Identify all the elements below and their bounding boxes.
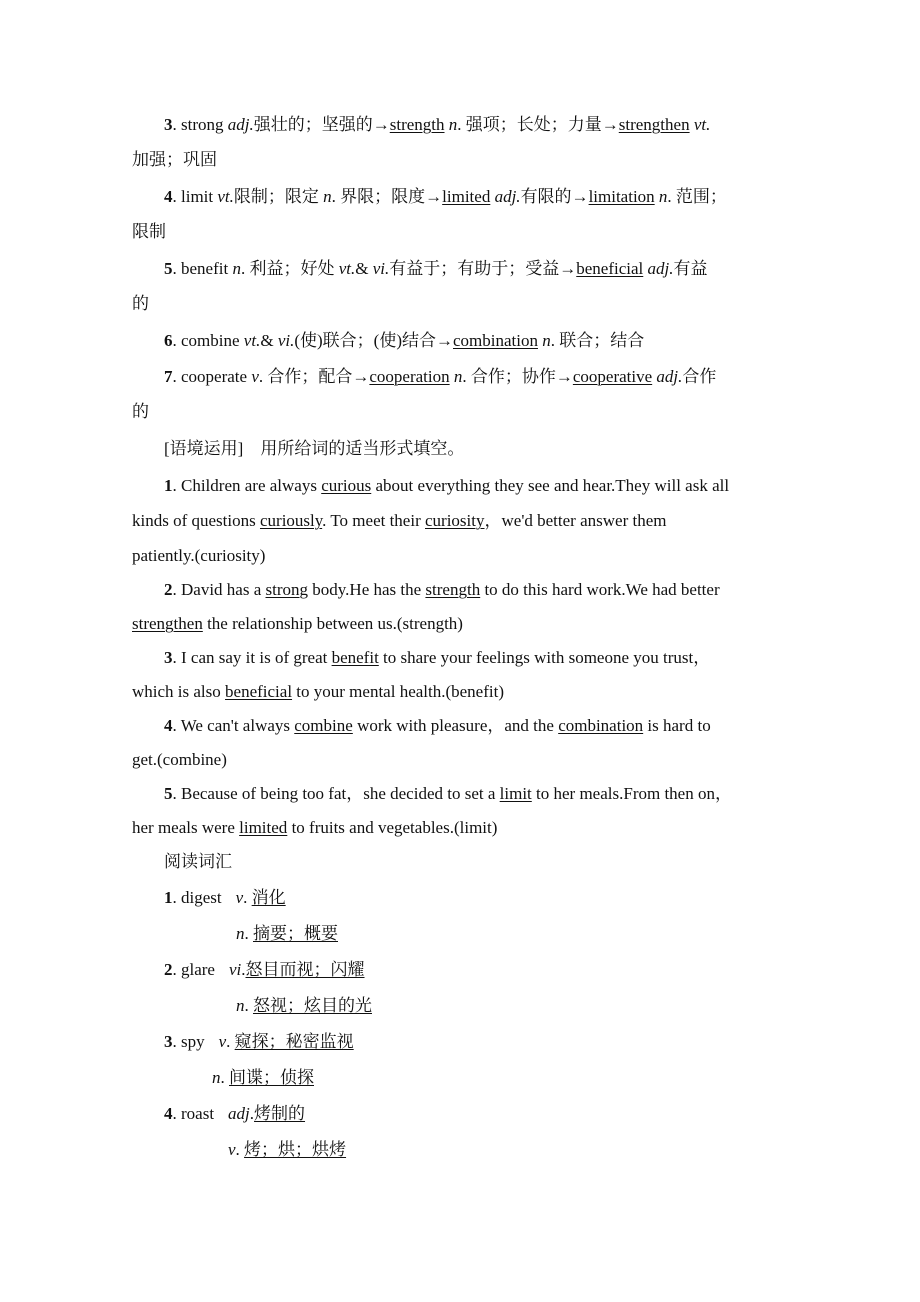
vocab-pos: v (228, 1140, 236, 1159)
vocab-word: spy (181, 1032, 205, 1051)
part-of-speech: vt. (217, 187, 234, 206)
vocab-sense: n. 间谍；侦探 (212, 1068, 314, 1087)
text-run: which is also (132, 682, 226, 701)
part-of-speech: vi. (372, 259, 390, 278)
text-run: to her meals.From then on， (531, 784, 732, 803)
part-of-speech: n (323, 187, 332, 206)
vocab-entry: 3. spy v. 窥探；秘密监视 (164, 1032, 354, 1051)
vocab-sense: n. 摘要；概要 (236, 924, 338, 943)
entry-line (164, 187, 824, 207)
text-run: body.He has the (308, 580, 426, 599)
vocab-word: roast (181, 1104, 215, 1123)
part-of-speech: n (232, 259, 241, 278)
answer-word: beneficial (225, 682, 293, 701)
text-run: get.(combine) (132, 750, 227, 769)
entry-line (164, 367, 824, 387)
exercise-line (132, 818, 792, 838)
vocab-meaning: 烤制的 (254, 1104, 306, 1123)
part-of-speech: vt. (243, 331, 261, 350)
answer-word: curiously (259, 511, 323, 530)
reading-heading: 阅读词汇 (164, 852, 232, 871)
answer-word: strengthen (132, 614, 203, 633)
answer-word: strengthen (618, 115, 690, 134)
vocab-pos: vi (228, 960, 242, 979)
part-of-speech: adj. (647, 259, 674, 278)
vocab-meaning: 摘要；概要 (253, 924, 338, 943)
text-run: patiently.(curiosity) (132, 546, 266, 565)
text-run: to do this hard work.We had better (480, 580, 720, 599)
vocab-number: 4 (164, 1104, 173, 1123)
vocab-meaning: 窥探；秘密监视 (234, 1032, 354, 1051)
text-run: & (355, 259, 373, 278)
vocab-meaning: 烤；烘；烘烤 (244, 1140, 347, 1159)
item-number: 7 (164, 367, 173, 386)
vocab-pos: v (235, 888, 244, 907)
entry-line (164, 259, 824, 279)
vocab-entry: 4. roast adj.烤制的 (164, 1104, 306, 1123)
vocab-meaning: 怒视；炫目的光 (253, 996, 372, 1015)
text-run: (使)联合；(使)结合→ (294, 331, 453, 350)
vocab-sense: n. 怒视；炫目的光 (236, 996, 372, 1015)
text-run: . David has a (172, 580, 266, 599)
entry-line (132, 294, 792, 314)
text-run: . Children are always (172, 476, 322, 495)
exercise-line (132, 614, 792, 634)
answer-word: limit (499, 784, 532, 803)
text-run: 强壮的；坚强的→ (253, 115, 390, 134)
vocab-number: 2 (164, 960, 173, 979)
text-run: . 范围； (667, 187, 727, 206)
answer-word: cooperative (572, 367, 653, 386)
exercise-line (164, 784, 824, 804)
text-run: 的 (132, 402, 149, 421)
text-run: . 界限；限度→ (331, 187, 443, 206)
vocab-meaning: 消化 (251, 888, 286, 907)
part-of-speech: adj. (494, 187, 521, 206)
text-run: . strong (172, 115, 228, 134)
answer-word: beneficial (576, 259, 644, 278)
vocab-meaning: 怒目而视；闪耀 (245, 960, 365, 979)
text-run: 加强；巩固 (132, 150, 217, 169)
part-of-speech: adj. (656, 367, 683, 386)
text-run: . limit (172, 187, 218, 206)
answer-word: strength (389, 115, 445, 134)
text-run: . benefit (172, 259, 233, 278)
answer-word: limited (239, 818, 288, 837)
text-run: . 利益；好处 (240, 259, 339, 278)
vocab-pos: v (218, 1032, 227, 1051)
part-of-speech: vi. (277, 331, 295, 350)
text-run: to share your feelings with someone you trust， (378, 648, 711, 667)
item-number: 1 (164, 476, 173, 495)
exercise-line (164, 648, 824, 668)
exercise-line (132, 682, 792, 702)
answer-word: benefit (331, 648, 379, 667)
answer-word: strong (265, 580, 309, 599)
answer-word: curious (321, 476, 372, 495)
item-number: 5 (164, 259, 173, 278)
text-run: . 合作；配合→ (258, 367, 370, 386)
part-of-speech: n (542, 331, 551, 350)
part-of-speech: v (251, 367, 259, 386)
part-of-speech: vt. (338, 259, 356, 278)
vocab-pos: adj (228, 1104, 250, 1123)
text-run: her meals were (132, 818, 240, 837)
text-run: about everything they see and hear.They will ask all (371, 476, 730, 495)
answer-word: combine (294, 716, 353, 735)
text-run: . cooperate (172, 367, 252, 386)
text-run: . Because of being too fat，she decided to set a (172, 784, 500, 803)
text-run: 有益于；有助于；受益→ (389, 259, 577, 278)
entry-line (132, 222, 792, 242)
text-run: 有限的→ (520, 187, 589, 206)
vocab-entry: 2. glare vi.怒目而视；闪耀 (164, 960, 365, 979)
text-run: . 强项；长处；力量→ (457, 115, 619, 134)
text-run: & (260, 331, 278, 350)
item-number: 2 (164, 580, 173, 599)
vocab-number: 1 (164, 888, 173, 907)
exercise-line (132, 511, 792, 531)
text-run: is hard to (643, 716, 711, 735)
answer-word: limitation (588, 187, 655, 206)
answer-word: curiosity (425, 511, 485, 530)
text-run: to your mental health.(benefit) (292, 682, 504, 701)
part-of-speech: n (658, 187, 668, 206)
entry-line (164, 331, 824, 351)
entry-line (132, 402, 792, 422)
vocab-pos: n (236, 996, 245, 1015)
text-run: . I can say it is of great (172, 648, 332, 667)
vocab-pos: n (236, 924, 245, 943)
answer-word: combination (453, 331, 538, 350)
vocab-pos: n (212, 1068, 221, 1087)
answer-word: combination (558, 716, 644, 735)
entry-line (132, 150, 792, 170)
text-run: 合作 (682, 367, 717, 386)
text-run: . We can't always (172, 716, 295, 735)
vocab-meaning: 间谍；侦探 (229, 1068, 314, 1087)
text-run: 限制；限定 (233, 187, 324, 206)
context-heading: [语境运用] 用所给词的适当形式填空。 (164, 439, 465, 458)
text-run: 有益 (673, 259, 708, 278)
part-of-speech: n (453, 367, 463, 386)
entry-line (164, 115, 824, 135)
item-number: 4 (164, 716, 173, 735)
answer-word: cooperation (369, 367, 450, 386)
item-number: 6 (164, 331, 173, 350)
vocab-entry: 1. digest v. 消化 (164, 888, 286, 907)
item-number: 3 (164, 648, 173, 667)
text-run: kinds of questions (132, 511, 260, 530)
part-of-speech: adj. (227, 115, 254, 134)
exercise-line (132, 546, 792, 566)
exercise-line (164, 476, 824, 496)
vocab-word: digest (181, 888, 222, 907)
item-number: 4 (164, 187, 173, 206)
text-run: 限制 (132, 222, 166, 241)
part-of-speech: n (448, 115, 458, 134)
text-run: the relationship between us.(strength) (202, 614, 463, 633)
vocab-sense: v. 烤；烘；烘烤 (228, 1140, 347, 1159)
text-run: ，we'd better answer them (484, 511, 667, 530)
text-run: . combine (172, 331, 244, 350)
item-number: 3 (164, 115, 173, 134)
text-run: 的 (132, 294, 149, 313)
vocab-number: 3 (164, 1032, 173, 1051)
item-number: 5 (164, 784, 173, 803)
text-run: to fruits and vegetables.(limit) (287, 818, 498, 837)
exercise-line (164, 716, 824, 736)
exercise-line (132, 750, 792, 770)
text-run: . 合作；协作→ (462, 367, 573, 386)
answer-word: strength (425, 580, 481, 599)
text-run: work with pleasure，and the (352, 716, 559, 735)
vocab-word: glare (181, 960, 215, 979)
text-run: . To meet their (322, 511, 425, 530)
answer-word: limited (442, 187, 491, 206)
exercise-line (164, 580, 824, 600)
text-run: . 联合；结合 (550, 331, 645, 350)
part-of-speech: vt. (693, 115, 711, 134)
